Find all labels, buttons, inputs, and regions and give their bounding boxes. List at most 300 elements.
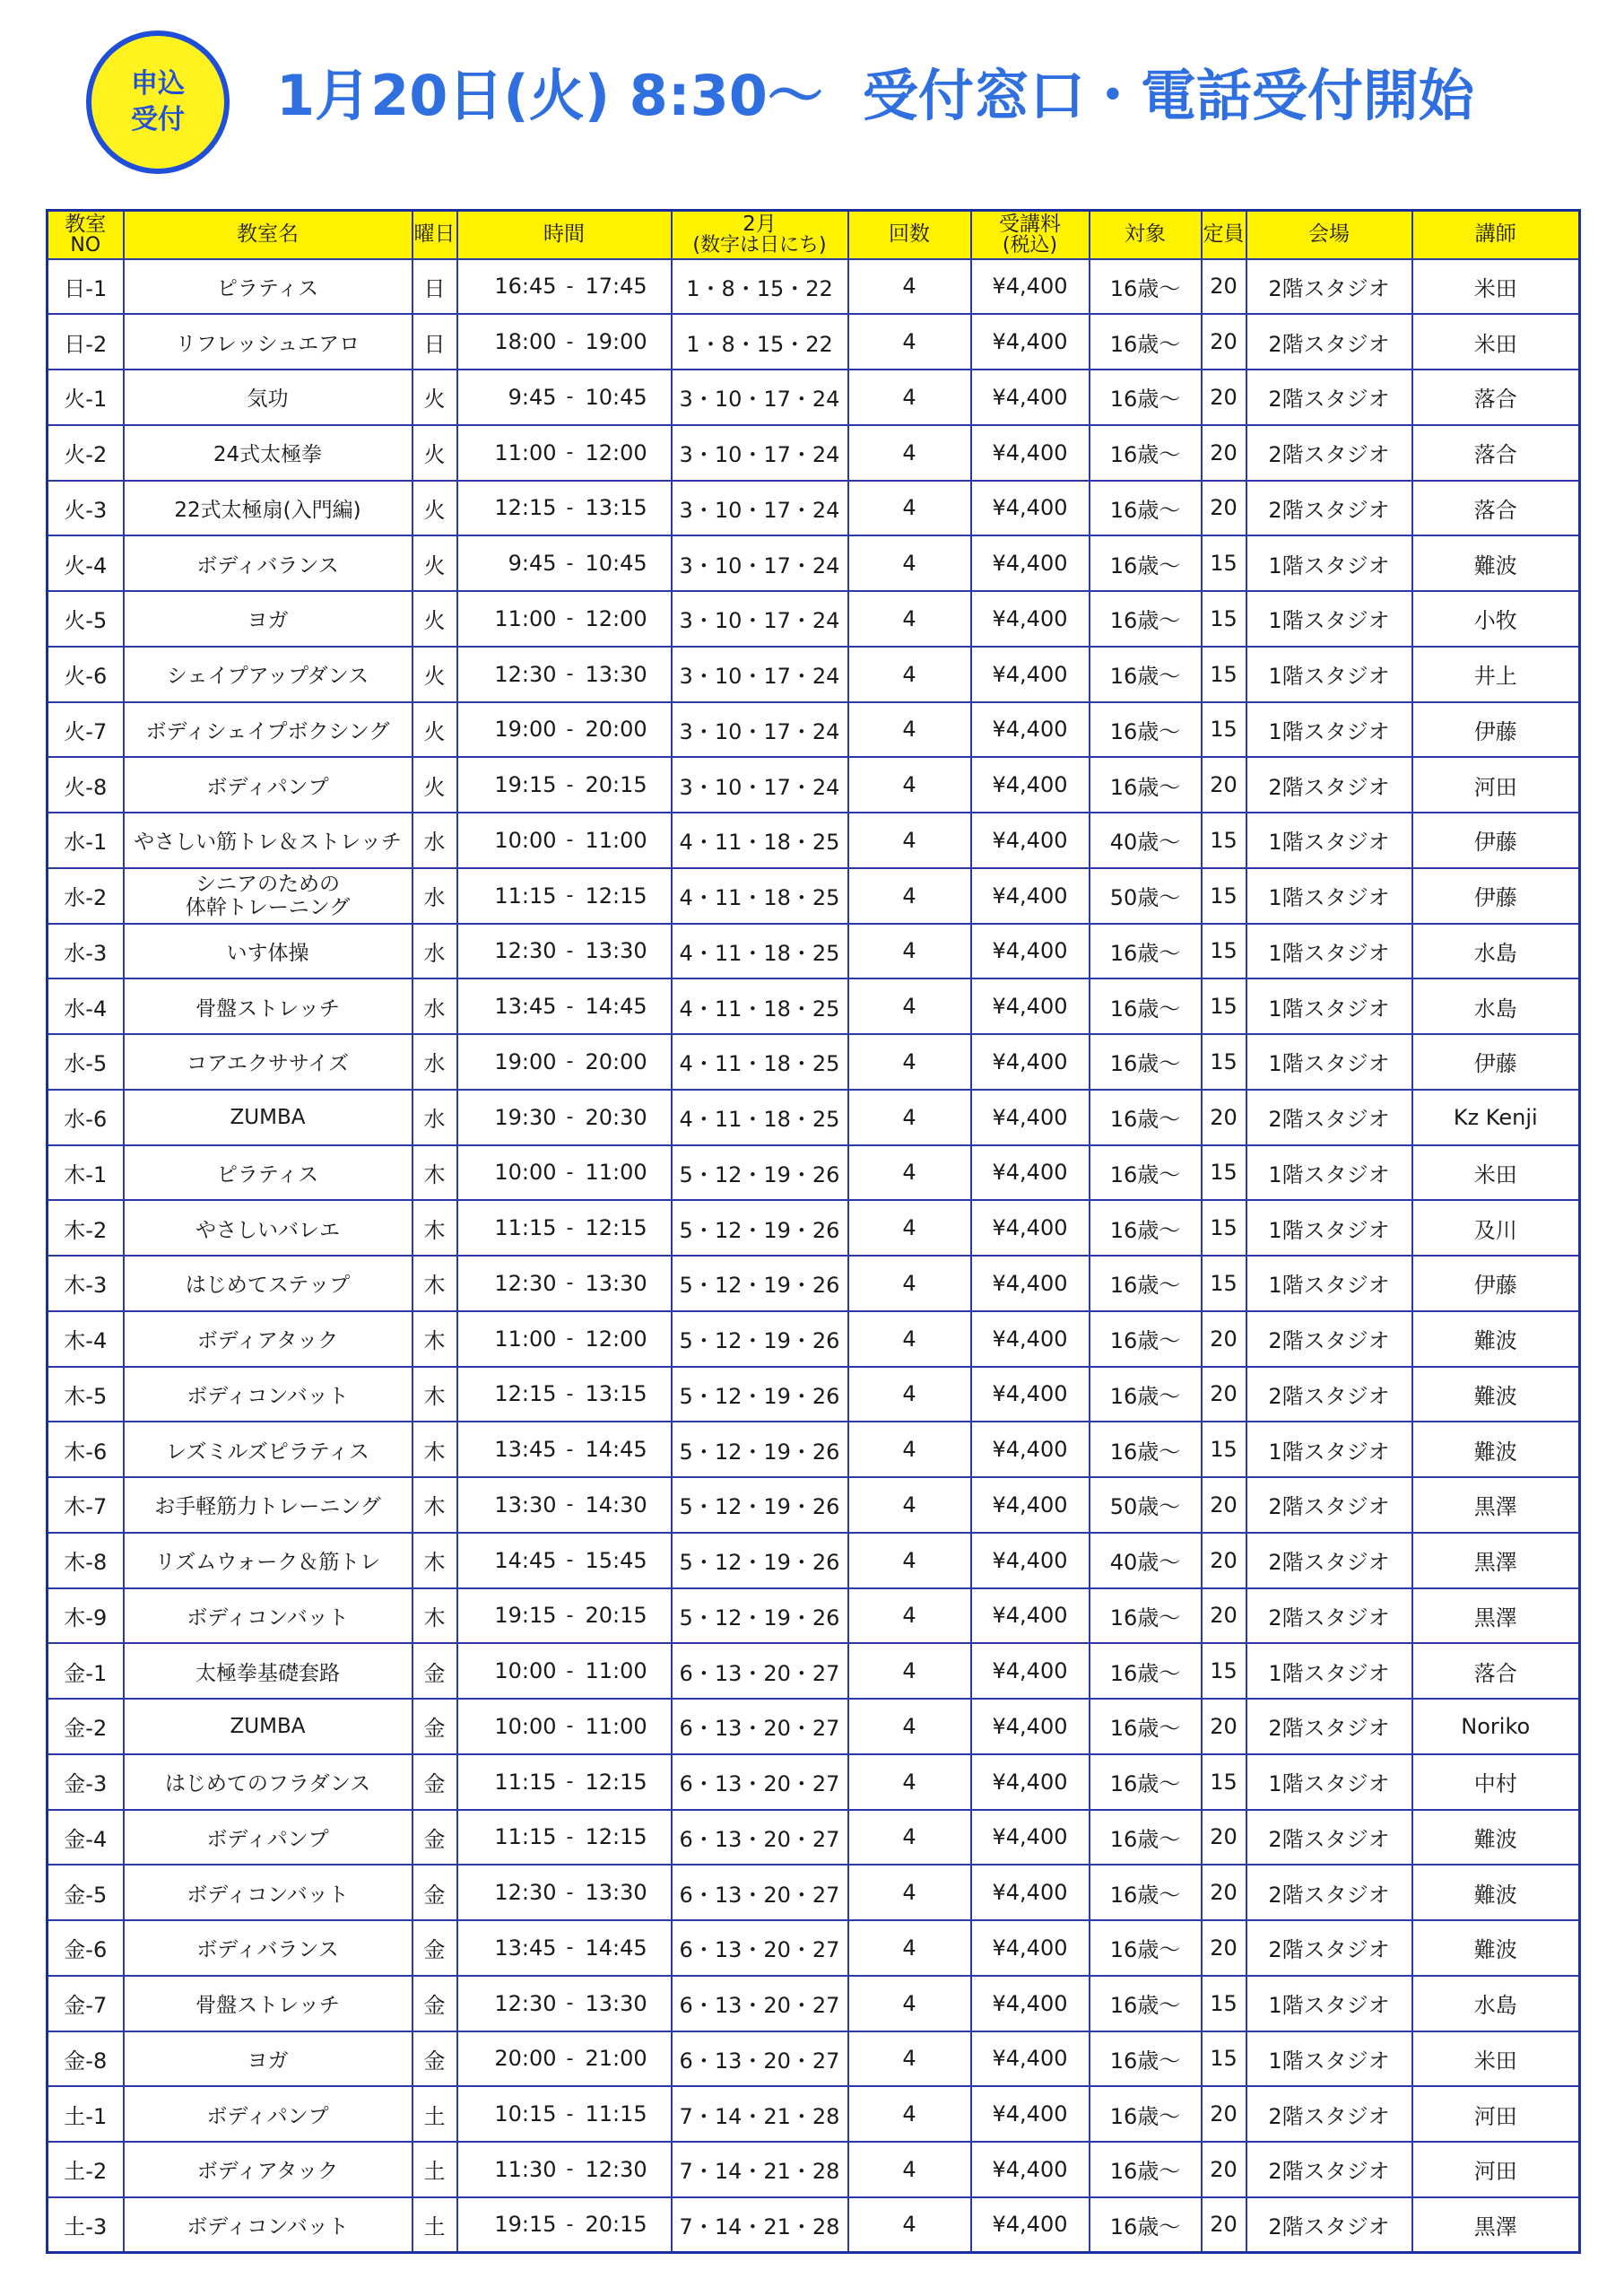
cell-target: 16歳～ [1090,370,1202,425]
col-header-dates: 2月 (数字は日にち) [672,211,848,259]
cell-class-name: ボディシェイプボクシング [124,702,413,758]
cell-fee: ¥4,400 [971,757,1090,813]
cell-target: 16歳～ [1090,924,1202,979]
cell-day: 火 [413,535,457,591]
cell-start-time: 11:30 [457,2142,560,2197]
cell-capacity: 20 [1202,1090,1246,1145]
cell-target: 16歳～ [1090,259,1202,315]
cell-dates: 3・10・17・24 [672,535,848,591]
cell-time-separator: - [560,1810,580,1866]
cell-dates: 5・12・19・26 [672,1311,848,1367]
cell-end-time: 20:30 [580,1090,672,1145]
cell-target: 16歳～ [1090,1200,1202,1256]
cell-end-time: 21:00 [580,2031,672,2087]
cell-venue: 1階スタジオ [1246,1145,1412,1201]
cell-fee: ¥4,400 [971,1477,1090,1533]
cell-class-no: 木-5 [48,1367,124,1422]
cell-capacity: 15 [1202,978,1246,1034]
cell-dates: 5・12・19・26 [672,1145,848,1201]
cell-dates: 4・11・18・25 [672,978,848,1034]
cell-fee: ¥4,400 [971,2086,1090,2142]
cell-class-name: 気功 [124,370,413,425]
cell-capacity: 20 [1202,1533,1246,1588]
table-row [48,1865,1580,1920]
cell-venue: 1階スタジオ [1246,1034,1412,1090]
cell-time-separator: - [560,757,580,813]
cell-dates: 7・14・21・28 [672,2197,848,2253]
cell-class-no: 木-1 [48,1145,124,1201]
cell-start-time: 13:45 [457,978,560,1034]
cell-class-no: 火-4 [48,535,124,591]
cell-instructor: 難波 [1412,1810,1580,1866]
cell-end-time: 10:45 [580,535,672,591]
cell-target: 16歳～ [1090,1754,1202,1810]
cell-class-no: 火-5 [48,591,124,647]
cell-capacity: 15 [1202,1754,1246,1810]
cell-venue: 1階スタジオ [1246,647,1412,702]
cell-class-name: シェイプアップダンス [124,647,413,702]
cell-target: 16歳～ [1090,1256,1202,1311]
cell-class-name: ボディコンバット [124,1588,413,1644]
cell-venue: 2階スタジオ [1246,757,1412,813]
cell-fee: ¥4,400 [971,868,1090,924]
cell-class-name [124,868,413,924]
table-row [48,481,1580,536]
cell-time-separator: - [560,2086,580,2142]
cell-day: 金 [413,1976,457,2031]
cell-venue: 1階スタジオ [1246,1256,1412,1311]
cell-fee: ¥4,400 [971,481,1090,536]
cell-instructor: 難波 [1412,1865,1580,1920]
cell-instructor: 黒澤 [1412,1477,1580,1533]
cell-count: 4 [848,481,971,536]
cell-count: 4 [848,1200,971,1256]
cell-class-no: 金-2 [48,1699,124,1754]
table-row [48,1976,1580,2031]
cell-time-separator: - [560,978,580,1034]
cell-venue: 1階スタジオ [1246,1643,1412,1699]
cell-day: 木 [413,1200,457,1256]
cell-capacity: 15 [1202,1643,1246,1699]
cell-target: 16歳～ [1090,1588,1202,1644]
cell-dates: 6・13・20・27 [672,1643,848,1699]
cell-fee: ¥4,400 [971,259,1090,315]
cell-class-no: 火-8 [48,757,124,813]
class-name-line-2: 体幹トレーニング [185,895,351,919]
cell-dates: 5・12・19・26 [672,1477,848,1533]
cell-count: 4 [848,924,971,979]
cell-class-no: 火-7 [48,702,124,758]
cell-class-no: 水-2 [48,868,124,924]
cell-class-no: 木-9 [48,1588,124,1644]
cell-day: 金 [413,2031,457,2087]
cell-count: 4 [848,1754,971,1810]
cell-class-name: ボディバランス [124,1920,413,1976]
cell-dates: 5・12・19・26 [672,1200,848,1256]
cell-day: 水 [413,813,457,868]
table-row [48,1699,1580,1754]
cell-start-time: 12:15 [457,1367,560,1422]
cell-day: 木 [413,1422,457,1477]
cell-fee: ¥4,400 [971,1643,1090,1699]
cell-dates: 7・14・21・28 [672,2086,848,2142]
cell-count: 4 [848,1643,971,1699]
cell-fee: ¥4,400 [971,535,1090,591]
cell-day: 金 [413,1865,457,1920]
cell-instructor: 米田 [1412,314,1580,370]
cell-class-name: ヨガ [124,591,413,647]
cell-target: 16歳～ [1090,978,1202,1034]
cell-instructor: 米田 [1412,1145,1580,1201]
cell-dates: 6・13・20・27 [672,1865,848,1920]
cell-capacity: 20 [1202,1865,1246,1920]
cell-target: 16歳～ [1090,1090,1202,1145]
cell-day: 火 [413,757,457,813]
cell-class-no: 金-6 [48,1920,124,1976]
cell-count: 4 [848,702,971,758]
cell-dates: 4・11・18・25 [672,924,848,979]
cell-class-name: コアエクササイズ [124,1034,413,1090]
cell-start-time: 18:00 [457,314,560,370]
cell-class-name: お手軽筋力トレーニング [124,1477,413,1533]
cell-instructor: 伊藤 [1412,813,1580,868]
cell-start-time: 10:00 [457,1699,560,1754]
col-header-capacity: 定員 [1202,211,1246,259]
cell-time-separator: - [560,259,580,315]
cell-target: 50歳～ [1090,1477,1202,1533]
cell-end-time: 13:30 [580,924,672,979]
table-row [48,868,1580,924]
cell-count: 4 [848,1145,971,1201]
table-row [48,757,1580,813]
cell-time-separator: - [560,1256,580,1311]
cell-dates: 3・10・17・24 [672,702,848,758]
cell-start-time: 19:15 [457,1588,560,1644]
cell-instructor: 難波 [1412,1920,1580,1976]
cell-target: 16歳～ [1090,1145,1202,1201]
cell-count: 4 [848,1256,971,1311]
cell-capacity: 15 [1202,535,1246,591]
cell-time-separator: - [560,924,580,979]
cell-fee: ¥4,400 [971,2197,1090,2253]
cell-class-no: 金-4 [48,1810,124,1866]
cell-count: 4 [848,2142,971,2197]
cell-class-name: ZUMBA [124,1699,413,1754]
cell-class-no: 木-7 [48,1477,124,1533]
cell-instructor: 黒澤 [1412,2197,1580,2253]
table-row [48,1034,1580,1090]
cell-end-time: 17:45 [580,259,672,315]
cell-class-name: 骨盤ストレッチ [124,978,413,1034]
cell-target: 16歳～ [1090,314,1202,370]
cell-day: 日 [413,314,457,370]
cell-fee: ¥4,400 [971,1200,1090,1256]
cell-instructor: 伊藤 [1412,702,1580,758]
cell-target: 16歳～ [1090,535,1202,591]
cell-class-no: 水-4 [48,978,124,1034]
cell-instructor: 及川 [1412,1200,1580,1256]
cell-class-no: 水-6 [48,1090,124,1145]
cell-capacity: 15 [1202,1145,1246,1201]
cell-count: 4 [848,1367,971,1422]
cell-start-time: 19:15 [457,757,560,813]
cell-capacity: 20 [1202,757,1246,813]
cell-end-time: 20:15 [580,757,672,813]
table-row [48,591,1580,647]
cell-class-name: やさしいバレエ [124,1200,413,1256]
cell-count: 4 [848,2086,971,2142]
cell-time-separator: - [560,1145,580,1201]
cell-class-name: ボディバランス [124,535,413,591]
cell-end-time: 13:30 [580,1256,672,1311]
table-row [48,1256,1580,1311]
cell-capacity: 20 [1202,1588,1246,1644]
cell-end-time: 20:15 [580,2197,672,2253]
cell-time-separator: - [560,1699,580,1754]
table-row [48,647,1580,702]
cell-capacity: 20 [1202,1810,1246,1866]
cell-capacity: 20 [1202,370,1246,425]
cell-class-no: 金-3 [48,1754,124,1810]
cell-time-separator: - [560,1865,580,1920]
cell-instructor: 落合 [1412,425,1580,481]
cell-target: 16歳～ [1090,2142,1202,2197]
cell-instructor: 米田 [1412,259,1580,315]
cell-end-time: 20:00 [580,702,672,758]
cell-capacity: 20 [1202,1477,1246,1533]
cell-venue: 1階スタジオ [1246,702,1412,758]
cell-time-separator: - [560,647,580,702]
cell-capacity: 15 [1202,1422,1246,1477]
cell-end-time: 11:00 [580,813,672,868]
col-header-name: 教室名 [124,211,413,259]
cell-capacity: 15 [1202,2031,1246,2087]
title-text: 受付窓口・電話受付開始 [862,63,1474,128]
cell-venue: 2階スタジオ [1246,1810,1412,1866]
cell-count: 4 [848,978,971,1034]
cell-capacity: 20 [1202,259,1246,315]
col-header-count: 回数 [848,211,971,259]
cell-venue: 2階スタジオ [1246,2142,1412,2197]
cell-dates: 1・8・15・22 [672,314,848,370]
cell-start-time: 9:45 [457,370,560,425]
cell-class-no: 金-7 [48,1976,124,2031]
cell-class-no: 日-2 [48,314,124,370]
cell-venue: 2階スタジオ [1246,1533,1412,1588]
cell-end-time: 11:00 [580,1145,672,1201]
cell-capacity: 15 [1202,868,1246,924]
cell-end-time: 11:00 [580,1699,672,1754]
cell-fee: ¥4,400 [971,1976,1090,2031]
cell-dates: 3・10・17・24 [672,370,848,425]
table-row [48,314,1580,370]
cell-start-time: 12:30 [457,1976,560,2031]
cell-time-separator: - [560,1311,580,1367]
cell-day: 土 [413,2197,457,2253]
cell-count: 4 [848,1034,971,1090]
cell-start-time: 11:00 [457,1311,560,1367]
cell-target: 40歳～ [1090,813,1202,868]
cell-fee: ¥4,400 [971,702,1090,758]
cell-fee: ¥4,400 [971,1034,1090,1090]
cell-count: 4 [848,1865,971,1920]
cell-fee: ¥4,400 [971,1754,1090,1810]
cell-target: 16歳～ [1090,2086,1202,2142]
cell-instructor: 難波 [1412,1367,1580,1422]
col-header-venue: 会場 [1246,211,1412,259]
cell-time-separator: - [560,1477,580,1533]
cell-capacity: 15 [1202,591,1246,647]
col-header-day: 曜日 [413,211,457,259]
cell-fee: ¥4,400 [971,1699,1090,1754]
cell-fee: ¥4,400 [971,1533,1090,1588]
cell-fee: ¥4,400 [971,1920,1090,1976]
cell-class-name: 骨盤ストレッチ [124,1976,413,2031]
application-badge [86,30,230,174]
cell-venue: 1階スタジオ [1246,924,1412,979]
table-row [48,1311,1580,1367]
cell-venue: 1階スタジオ [1246,868,1412,924]
cell-fee: ¥4,400 [971,924,1090,979]
cell-day: 土 [413,2142,457,2197]
cell-start-time: 13:45 [457,1422,560,1477]
cell-instructor: 小牧 [1412,591,1580,647]
cell-start-time: 16:45 [457,259,560,315]
cell-dates: 5・12・19・26 [672,1533,848,1588]
cell-instructor: 伊藤 [1412,1256,1580,1311]
cell-end-time: 14:45 [580,978,672,1034]
cell-class-no: 土-1 [48,2086,124,2142]
cell-class-no: 金-1 [48,1643,124,1699]
cell-day: 水 [413,978,457,1034]
cell-venue: 2階スタジオ [1246,1865,1412,1920]
table-row [48,2142,1580,2197]
cell-class-no: 火-1 [48,370,124,425]
table-header-row [48,211,1580,259]
cell-count: 4 [848,1090,971,1145]
cell-day: 水 [413,868,457,924]
cell-venue: 2階スタジオ [1246,2197,1412,2253]
cell-start-time: 14:45 [457,1533,560,1588]
cell-capacity: 20 [1202,1920,1246,1976]
cell-start-time: 19:00 [457,1034,560,1090]
cell-count: 4 [848,813,971,868]
cell-end-time: 12:00 [580,591,672,647]
cell-day: 火 [413,370,457,425]
cell-day: 金 [413,1810,457,1866]
table-row [48,813,1580,868]
cell-start-time: 12:15 [457,481,560,536]
cell-capacity: 20 [1202,2197,1246,2253]
cell-day: 火 [413,647,457,702]
cell-capacity: 15 [1202,647,1246,702]
cell-class-name: はじめてのフラダンス [124,1754,413,1810]
cell-target: 16歳～ [1090,1034,1202,1090]
cell-count: 4 [848,535,971,591]
cell-end-time: 12:15 [580,1200,672,1256]
cell-instructor: 水島 [1412,924,1580,979]
cell-venue: 1階スタジオ [1246,1200,1412,1256]
cell-time-separator: - [560,481,580,536]
cell-time-separator: - [560,370,580,425]
class-name-line-1: シニアのための [195,872,340,896]
cell-time-separator: - [560,425,580,481]
cell-venue: 2階スタジオ [1246,1367,1412,1422]
cell-end-time: 13:15 [580,481,672,536]
cell-instructor: 中村 [1412,1754,1580,1810]
table-row [48,425,1580,481]
cell-target: 16歳～ [1090,1643,1202,1699]
cell-capacity: 15 [1202,1256,1246,1311]
cell-class-name: レズミルズピラティス [124,1422,413,1477]
cell-target: 16歳～ [1090,481,1202,536]
cell-start-time: 20:00 [457,2031,560,2087]
cell-class-name: ボディコンバット [124,1865,413,1920]
table-row [48,1920,1580,1976]
cell-venue: 2階スタジオ [1246,1477,1412,1533]
cell-venue: 1階スタジオ [1246,535,1412,591]
cell-fee: ¥4,400 [971,1256,1090,1311]
cell-dates: 7・14・21・28 [672,2142,848,2197]
cell-start-time: 11:00 [457,591,560,647]
cell-venue: 2階スタジオ [1246,259,1412,315]
col-header-no: 教室 NO [48,211,124,259]
cell-instructor: Noriko [1412,1699,1580,1754]
cell-day: 木 [413,1533,457,1588]
cell-class-name: ボディパンプ [124,2086,413,2142]
cell-capacity: 20 [1202,1311,1246,1367]
cell-fee: ¥4,400 [971,425,1090,481]
cell-instructor: 伊藤 [1412,868,1580,924]
cell-day: 金 [413,1699,457,1754]
cell-target: 16歳～ [1090,1367,1202,1422]
cell-end-time: 12:15 [580,1810,672,1866]
cell-fee: ¥4,400 [971,1422,1090,1477]
cell-day: 木 [413,1145,457,1201]
cell-class-no: 木-4 [48,1311,124,1367]
cell-time-separator: - [560,1588,580,1644]
cell-day: 火 [413,425,457,481]
col-header-time: 時間 [457,211,672,259]
cell-end-time: 14:45 [580,1422,672,1477]
cell-day: 木 [413,1477,457,1533]
cell-dates: 4・11・18・25 [672,868,848,924]
table-row [48,1200,1580,1256]
cell-time-separator: - [560,535,580,591]
table-row [48,978,1580,1034]
cell-instructor: 河田 [1412,757,1580,813]
cell-count: 4 [848,314,971,370]
col-header-instructor: 講師 [1412,211,1580,259]
cell-dates: 6・13・20・27 [672,1754,848,1810]
cell-capacity: 15 [1202,813,1246,868]
cell-target: 50歳～ [1090,868,1202,924]
cell-capacity: 20 [1202,1699,1246,1754]
cell-venue: 2階スタジオ [1246,2086,1412,2142]
cell-target: 16歳～ [1090,1920,1202,1976]
cell-count: 4 [848,425,971,481]
cell-venue: 2階スタジオ [1246,314,1412,370]
cell-day: 木 [413,1256,457,1311]
cell-venue: 2階スタジオ [1246,1920,1412,1976]
cell-dates: 5・12・19・26 [672,1256,848,1311]
cell-target: 40歳～ [1090,1533,1202,1588]
cell-class-no: 火-2 [48,425,124,481]
cell-venue: 2階スタジオ [1246,1699,1412,1754]
cell-dates: 3・10・17・24 [672,591,848,647]
cell-instructor: Kz Kenji [1412,1090,1580,1145]
cell-fee: ¥4,400 [971,647,1090,702]
